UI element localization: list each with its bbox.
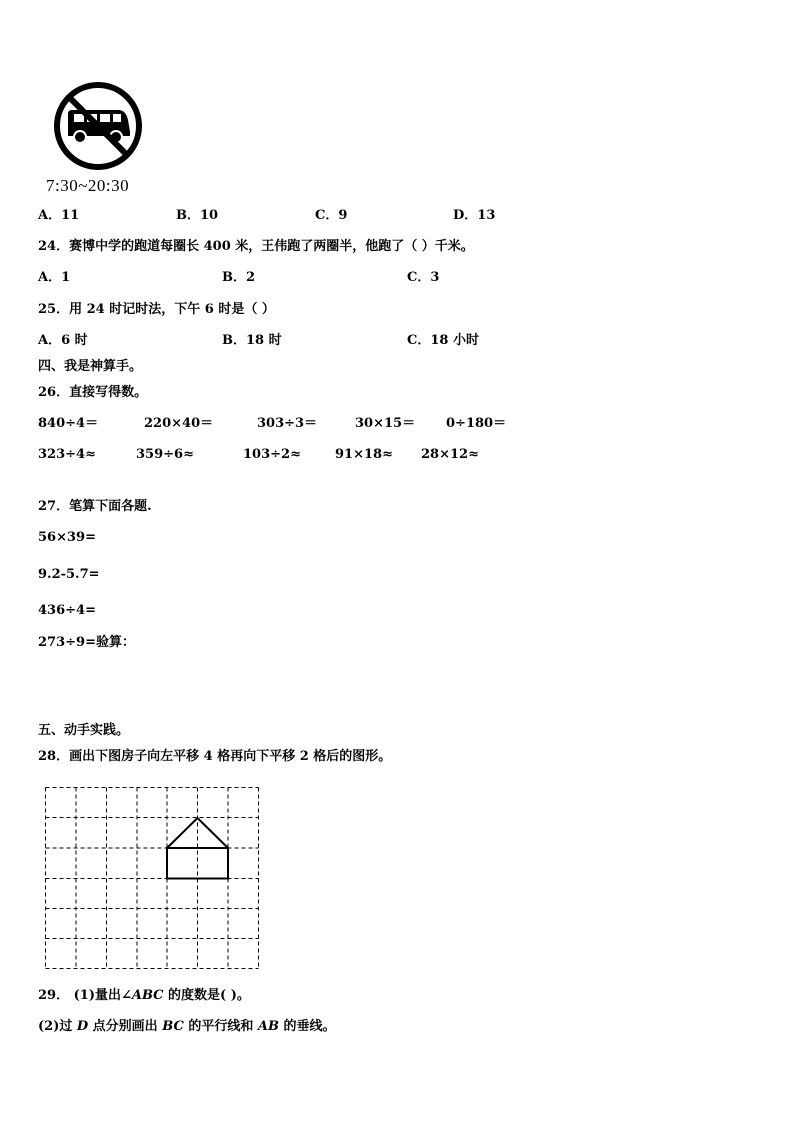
q26-row2-item: 359÷6≈ xyxy=(136,447,194,462)
q25-option-c: C．18 小时 xyxy=(407,333,479,348)
q26-row2-item: 103÷2≈ xyxy=(243,447,301,462)
q26-row1-item: 840÷4＝ xyxy=(38,416,99,431)
q26-row2-item: 28×12≈ xyxy=(421,447,479,462)
q27-question: 27．笔算下面各题. xyxy=(38,499,152,514)
q27-item: 273÷9=验算： xyxy=(38,635,135,650)
q23-option-a: A．11 xyxy=(38,208,80,223)
q27-item: 9.2-5.7= xyxy=(38,567,100,582)
q26-row2-item: 91×18≈ xyxy=(335,447,393,462)
q29-part2: (2)过 D 点分别画出 BC 的平行线和 AB 的垂线。 xyxy=(38,1019,336,1034)
q26-row1-item: 30×15＝ xyxy=(355,416,416,431)
section-4-heading: 四、我是神算手。 xyxy=(38,359,143,374)
q26-row1-item: 303÷3＝ xyxy=(257,416,318,431)
q27-item: 56×39= xyxy=(38,530,96,545)
q28-question: 28．画出下图房子向左平移 4 格再向下平移 2 格后的图形。 xyxy=(38,749,392,764)
q26-question: 26．直接写得数。 xyxy=(38,385,148,400)
q24-question: 24．赛博中学的跑道每圈长 400 米，王伟跑了两圈半，他跑了（ ）千米。 xyxy=(38,239,474,254)
q25-option-b: B．18 时 xyxy=(222,333,282,348)
q23-option-b: B．10 xyxy=(176,208,219,223)
sign-time-label: 7:30~20:30 xyxy=(46,176,130,195)
house-figure xyxy=(167,818,228,879)
q25-question: 25．用 24 时记时法，下午 6 时是（ ） xyxy=(38,302,275,317)
q23-option-c: C．9 xyxy=(315,208,348,223)
q23-option-d: D．13 xyxy=(453,208,496,223)
translation-grid xyxy=(45,787,259,969)
q24-option-c: C．3 xyxy=(407,270,440,285)
section-5-heading: 五、动手实践。 xyxy=(38,723,130,738)
q26-row1-item: 220×40＝ xyxy=(144,416,214,431)
q24-option-a: A．1 xyxy=(38,270,71,285)
q29-part1: 29． (1)量出∠ABC 的度数是( )。 xyxy=(38,988,250,1003)
q26-row2-item: 323÷4≈ xyxy=(38,447,96,462)
no-bus-sign-icon xyxy=(52,80,144,172)
q27-item: 436÷4= xyxy=(38,603,96,618)
q26-row1-item: 0÷180＝ xyxy=(446,416,507,431)
q25-option-a: A．6 时 xyxy=(38,333,88,348)
q24-option-b: B．2 xyxy=(222,270,256,285)
